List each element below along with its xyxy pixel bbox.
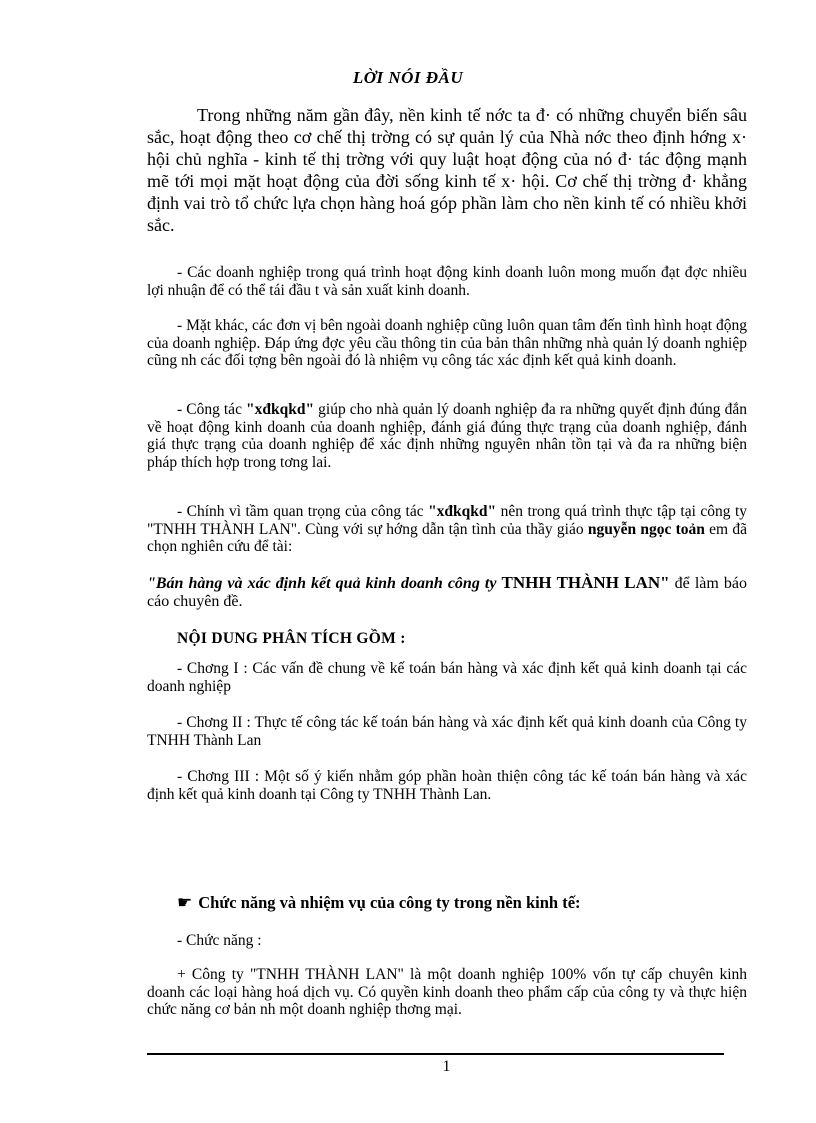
pointing-hand-icon: ☛ [177,893,193,912]
paragraph-xdkqkd-role [147,401,747,471]
function-label: - Chức năng : [177,932,262,949]
p4-after: em đã chọn nghiên cứu để tài: [147,520,747,555]
chapter-1: - Chơng I : Các vấn đề chung về kế toán bán hàng và xác định kết quả kinh doanh tại các doanh nghiệp [147,660,747,695]
topic-title: "Bán hàng và xác định kết quả kinh doanh công ty [147,575,502,592]
p3-bold-term: "xđkqkd" [246,401,315,418]
intro-text: Trong những năm gần đây, nền kinh tế nớc ta đ· có những chuyển biến sâu sắc, hoạt động theo cơ chế thị trờng có sự quản lý của Nhà nớc theo định hớng x· hội chủ nghĩa - kinh tế thị trờng với quy luật hoạt động của nó đ· tác động mạnh mẽ tới mọi mặt hoạt động của đời sống kinh tế x· hội. Cơ chế thị trờng đ· khẳng định vai trò tổ chức lựa chọn hàng hoá góp phần làm cho nền kinh tế có nhiều khởi sắc. [147,105,747,235]
p3-after: giúp cho nhà quản lý doanh nghiệp đa ra những quyết định đúng đắn về hoạt động kinh doanh của doanh nghiệp, đánh giá đúng thực trạng của doanh nghiệp, đánh giá thực trạng của doanh nghiệp để xác định những nguyên nhân tồn tại và đa ra những biện pháp thích hợp trong tơng lai. [147,401,747,471]
paragraph-external-units: - Mặt khác, các đơn vị bên ngoài doanh nghiệp cũng luôn quan tâm đến tình hình hoạt động của doanh nghiệp. Đáp ứng đợc yêu cầu thông tin của bản thân những nhà quản lý doanh nghiệp cũng nh các đối tợng bên ngoài đó là nhiệm vụ công tác xác định kết quả kinh doanh. [147,317,747,369]
section-title: Chức năng và nhiệm vụ của công ty trong nền kinh tế: [198,893,581,912]
page-number: 1 [442,1058,451,1075]
page-title: LỜI NÓI ĐẦU [352,68,464,87]
p4-middle: nên trong quá trình thực tập tại công ty "TNHH THÀNH LAN". Cùng với sự hớng dẫn tận tình của thầy giáo [147,503,748,538]
p4-bold-term: "xđkqkd" [428,503,497,520]
paragraph-profit: - Các doanh nghiệp trong quá trình hoạt động kinh doanh luôn mong muốn đạt đợc nhiều lợi nhuận để có thể tái đầu t và sản xuất kinh doanh. [147,264,747,299]
footer-rule [147,1053,724,1055]
chapter-2: - Chơng II : Thực tế công tác kế toán bán hàng và xác định kết quả kinh doanh của Công ty TNHH Thành Lan [147,714,747,749]
p3-before: - Công tác [177,401,247,418]
section-heading [177,893,581,913]
analysis-heading: NỘI DUNG PHÂN TÍCH GỒM : [177,630,406,647]
intro-paragraph [147,104,747,236]
topic-company: TNHH THÀNH LAN" [501,573,670,592]
chapter-3: - Chơng III : Một số ý kiến nhằm góp phần hoàn thiện công tác kế toán bán hàng và xác định kết quả kinh doanh tại Công ty TNHH Thành Lan. [147,768,747,803]
teacher-name: nguyễn ngọc toản [587,520,705,538]
function-paragraph: + Công ty "TNHH THÀNH LAN" là một doanh nghiệp 100% vốn tự cấp chuyên kinh doanh các loại hàng hoá dịch vụ. Có quyền kinh doanh theo phẩm cấp của công ty và thực hiện chức năng cơ bản nh một doanh nghiệp thơng mại. [147,966,747,1018]
paragraph-internship [147,503,747,556]
topic-statement [147,574,747,611]
topic-after: để làm báo cáo chuyên đề. [147,575,747,610]
p4-before: - Chính vì tầm quan trọng của công tác [177,503,429,520]
